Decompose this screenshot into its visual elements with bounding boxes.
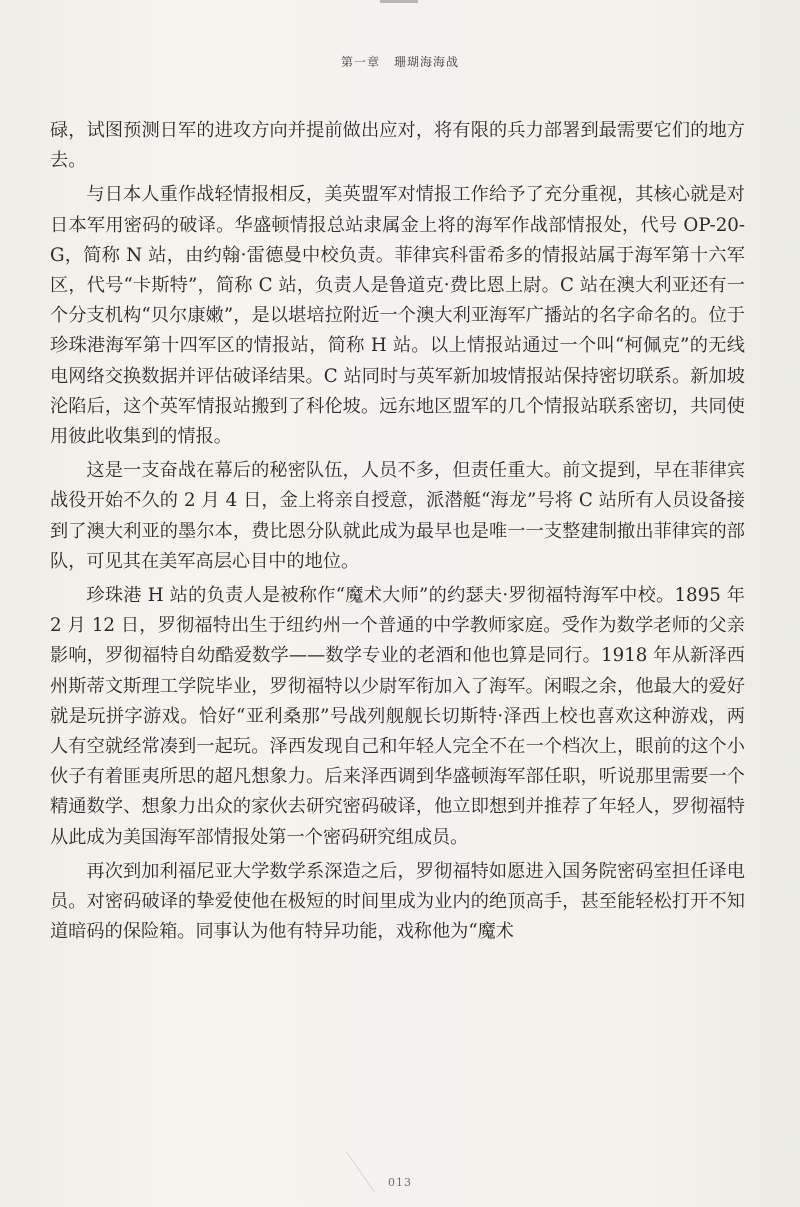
paragraph: 珍珠港 H 站的负责人是被称作“魔术大师”的约瑟夫·罗彻福特海军中校。1895 年 2 月 12 日，罗彻福特出生于纽约州一个普通的中学教师家庭。受作为数学老师的父亲影响，罗彻福特自幼酷爱数学——数学专业的老酒和他也算是同行。1918 年从新泽西州斯蒂文斯理工学院毕业，罗彻福特以少尉军衔加入了海军。闲暇之余，他最大的爱好就是玩拼字游戏。恰好“亚利桑那”号战列舰舰长切斯特·泽西上校也喜欢这种游戏，两人有空就经常凑到一起玩。泽西发现自己和年轻人完全不在一个档次上，眼前的这个小伙子有着匪夷所思的超凡想象力。后来泽西调到华盛顿海军部任职，听说那里需要一个精通数学、想象力出众的家伙去研究密码破译，他立即想到并推荐了年轻人，罗彻福特从此成为美国海军部情报处第一个密码研究组成员。 — [50, 585, 745, 848]
paragraph: 与日本人重作战轻情报相反，美英盟军对情报工作给予了充分重视，其核心就是对日本军用密码的破译。华盛顿情报总站隶属金上将的海军作战部情报处，代号 OP-20-G，简称 N 站，由约翰·雷德曼中校负责。菲律宾科雷希多的情报站属于海军第十六军区，代号“卡斯特”，简称 C 站，负责人是鲁道克·费比恩上尉。C 站在澳大利亚还有一个分支机构“贝尔康嫩”，是以堪培拉附近一个澳大利亚海军广播站的名字命名的。位于珍珠港海军第十四军区的情报站，简称 H 站。以上情报站通过一个叫“柯佩克”的无线电网络交换数据并评估破译结果。C 站同时与英军新加坡情报站保持密切联系。新加坡沦陷后，这个英军情报站搬到了科伦坡。远东地区盟军的几个情报站联系密切，共同使用彼此收集到的情报。 — [50, 184, 745, 448]
paragraph: 这是一支奋战在幕后的秘密队伍，人员不多，但责任重大。前文提到，早在菲律宾战役开始不久的 2 月 4 日，金上将亲自授意，派潜艇“海龙”号将 C 站所有人员设备接到了澳大利亚的墨尔本，费比恩分队就此成为最早也是唯一一支整建制撤出菲律宾的部队，可见其在美军高层心目中的地位。 — [50, 460, 745, 572]
paragraph: 再次到加利福尼亚大学数学系深造之后，罗彻福特如愿进入国务院密码室担任译电员。对密码破译的挚爱使他在极短的时间里成为业内的绝顶高手，甚至能轻松打开不知道暗码的保险箱。同事认为他有特异功能，戏称他为“魔术 — [50, 860, 745, 943]
chapter-title: 珊瑚海海战 — [394, 55, 460, 69]
page-number: 013 — [388, 1176, 412, 1189]
body-text — [50, 116, 745, 951]
paragraph: 碌，试图预测日军的进攻方向并提前做出应对，将有限的兵力部署到最需要它们的地方去。 — [50, 120, 745, 172]
running-head — [0, 53, 800, 70]
scan-edge-mark — [380, 0, 418, 3]
chapter-number: 第一章 — [340, 55, 380, 69]
